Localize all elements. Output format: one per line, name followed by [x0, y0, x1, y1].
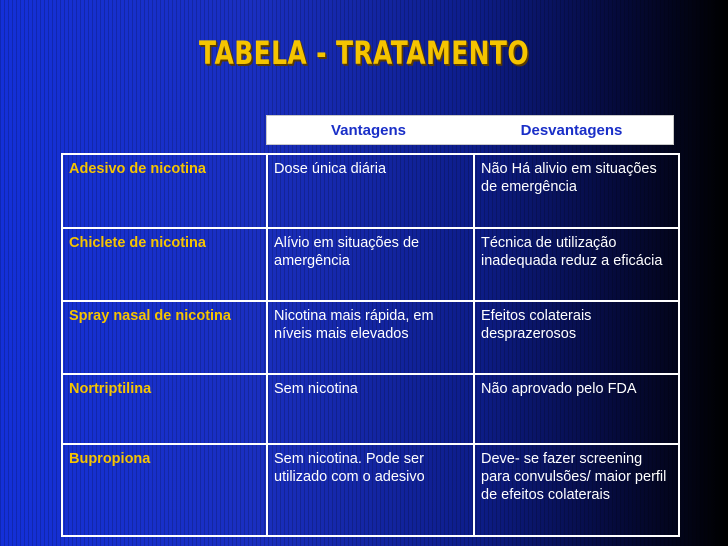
table-row	[62, 444, 679, 536]
row-label: Adesivo de nicotina	[62, 154, 267, 228]
disadvantages-cell: Efeitos colaterais desprazerosos	[474, 301, 679, 374]
treatment-table	[61, 153, 680, 537]
page-title: TABELA - TRATAMENTO	[199, 34, 529, 72]
header-disadvantages: Desvantagens	[520, 121, 623, 139]
disadvantages-cell: Técnica de utilização inadequada reduz a eficácia	[474, 228, 679, 301]
row-label: Chiclete de nicotina	[62, 228, 267, 301]
table-row	[62, 301, 679, 374]
advantages-cell: Sem nicotina	[267, 374, 474, 444]
disadvantages-cell: Não Há alivio em situações de emergência	[474, 154, 679, 228]
row-label: Bupropiona	[62, 444, 267, 536]
row-label: Nortriptilina	[62, 374, 267, 444]
disadvantages-cell: Não aprovado pelo FDA	[474, 374, 679, 444]
table-row	[62, 154, 679, 228]
advantages-cell: Alívio em situações de amergência	[267, 228, 474, 301]
advantages-cell: Nicotina mais rápida, em níveis mais elevados	[267, 301, 474, 374]
header-advantages: Vantagens	[330, 121, 407, 139]
advantages-cell: Sem nicotina. Pode ser utilizado com o adesivo	[267, 444, 474, 536]
row-label: Spray nasal de nicotina	[62, 301, 267, 374]
table-row	[62, 228, 679, 301]
table-row	[62, 374, 679, 444]
table-header	[266, 115, 674, 145]
advantages-cell: Dose única diária	[267, 154, 474, 228]
disadvantages-cell: Deve- se fazer screening para convulsões/ maior perfil de efeitos colaterais	[474, 444, 679, 536]
